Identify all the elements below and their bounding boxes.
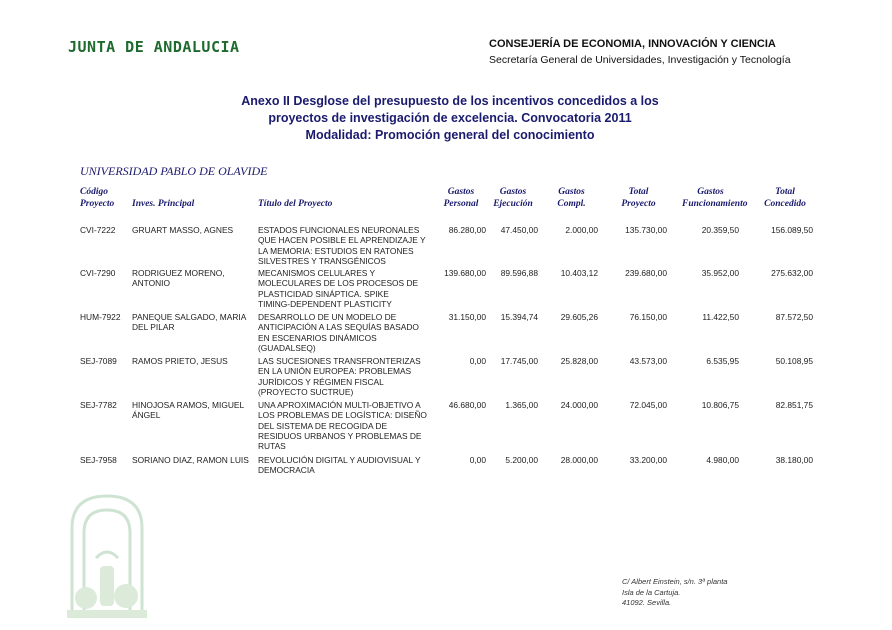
- footer-address-line-1: C/ Albert Einstein, s/n. 3ª planta: [622, 577, 728, 586]
- cell-ejecucion: 17.745,00: [500, 356, 538, 366]
- cell-personal: 0,00: [469, 455, 486, 465]
- header-codigo-line-1: Código: [80, 187, 108, 197]
- cell-codigo: SEJ-7782: [80, 400, 117, 410]
- cell-titulo: DESARROLLO DE UN MODELO DE: [258, 312, 397, 322]
- cell-titulo: LOS PROBLEMAS DE LOGÍSTICA: DISEÑO: [258, 410, 427, 421]
- header-funcionamiento-line-2: Funcionamiento: [682, 199, 748, 209]
- cell-codigo: HUM-7922: [80, 312, 121, 322]
- cell-total-proyecto: 33.200,00: [629, 455, 667, 465]
- cell-ejecucion: 15.394,74: [500, 312, 538, 322]
- cell-personal: 86.280,00: [448, 225, 486, 235]
- cell-codigo: CVI-7290: [80, 268, 116, 278]
- header-invest-line-1: Inves. Principal: [132, 199, 195, 209]
- document-title-line-2: proyectos de investigación de excelencia. Convocatoria 2011: [268, 111, 632, 125]
- header-funcionamiento-line-1: Gastos: [697, 187, 724, 197]
- subdepartment-name: Secretaría General de Universidades, Investigación y Tecnología: [489, 54, 791, 66]
- header-total-concedido-line-2: Concedido: [764, 199, 806, 209]
- cell-total-proyecto: 43.573,00: [629, 356, 667, 366]
- cell-compl: 24.000,00: [560, 400, 598, 410]
- cell-titulo: LA MEMORIA: ESTUDIOS EN RATONES: [258, 245, 414, 256]
- cell-invest: ANTONIO: [132, 278, 171, 289]
- cell-funcionamiento: 20.359,50: [701, 225, 739, 235]
- footer-address-line-3: 41092. Sevilla.: [622, 598, 672, 607]
- cell-funcionamiento: 10.806,75: [701, 400, 739, 410]
- cell-codigo: CVI-7222: [80, 225, 116, 235]
- cell-total-concedido: 87.572,50: [775, 312, 813, 322]
- cell-compl: 2.000,00: [565, 225, 598, 235]
- cell-ejecucion: 1.365,00: [505, 400, 538, 410]
- header-total-proyecto-line-1: Total: [628, 187, 649, 197]
- cell-codigo: SEJ-7089: [80, 356, 117, 366]
- cell-total-proyecto: 135.730,00: [625, 225, 667, 235]
- cell-titulo: DEMOCRACIA: [258, 465, 315, 476]
- cell-ejecucion: 47.450,00: [500, 225, 538, 235]
- cell-titulo: ANTICIPACIÓN A LAS SEQUÍAS BASADO: [258, 322, 419, 333]
- cell-titulo: (GUADALSEQ): [258, 342, 316, 353]
- header-ejecucion-line-1: Gastos: [499, 187, 527, 197]
- cell-total-proyecto: 72.045,00: [629, 400, 667, 410]
- cell-total-concedido: 50.108,95: [775, 356, 813, 366]
- cell-invest: PANEQUE SALGADO, MARIA: [132, 312, 247, 322]
- cell-titulo: JURÍDICOS Y RÉGIMEN FISCAL: [258, 376, 384, 387]
- cell-ejecucion: 5.200,00: [505, 455, 538, 465]
- header-personal-line-2: Personal: [443, 199, 479, 209]
- cell-total-proyecto: 239.680,00: [625, 268, 667, 278]
- cell-funcionamiento: 4.980,00: [706, 455, 739, 465]
- andalucia-emblem-icon: [62, 488, 152, 623]
- footer-address-line-2: Isla de la Cartuja.: [622, 588, 681, 597]
- header-codigo-line-2: Proyecto: [80, 199, 115, 209]
- header-compl-line-1: Gastos: [558, 187, 585, 197]
- header-total-concedido-line-1: Total: [775, 187, 795, 197]
- cell-ejecucion: 89.596,88: [500, 268, 538, 278]
- cell-invest: ÁNGEL: [132, 410, 161, 421]
- cell-invest: DEL PILAR: [132, 322, 175, 333]
- cell-titulo: (PROYECTO SUCTRUE): [258, 386, 354, 397]
- cell-titulo: REVOLUCIÓN DIGITAL Y AUDIOVISUAL Y: [258, 455, 421, 465]
- cell-funcionamiento: 6.535,95: [706, 356, 739, 366]
- university-name: UNIVERSIDAD PABLO DE OLAVIDE: [80, 164, 268, 178]
- header-ejecucion-line-2: Ejecución: [493, 199, 533, 209]
- header-total-proyecto-line-2: Proyecto: [621, 199, 656, 209]
- cell-titulo: ESTADOS FUNCIONALES NEURONALES: [258, 225, 420, 235]
- document-title-line-3: Modalidad: Promoción general del conocimiento: [305, 128, 595, 142]
- cell-titulo: EN LA UNIÓN EUROPEA: PROBLEMAS: [258, 366, 412, 377]
- cell-titulo: MOLECULARES DE LOS PROCESOS DE: [258, 278, 419, 289]
- cell-compl: 29.605,26: [560, 312, 598, 322]
- cell-titulo: LAS SUCESIONES TRANSFRONTERIZAS: [258, 356, 421, 366]
- cell-invest: GRUART MASSO, AGNES: [132, 225, 234, 235]
- cell-funcionamiento: 35.952,00: [701, 268, 739, 278]
- cell-compl: 25.828,00: [560, 356, 598, 366]
- cell-total-concedido: 82.851,75: [775, 400, 813, 410]
- cell-titulo: RESIDUOS URBANOS Y PROBLEMAS DE: [258, 430, 422, 441]
- cell-personal: 46.680,00: [448, 400, 486, 410]
- cell-invest: RODRIGUEZ MORENO,: [132, 268, 225, 278]
- cell-titulo: SILVESTRES Y TRANSGÉNICOS: [258, 255, 386, 266]
- cell-titulo: MECANISMOS CELULARES Y: [258, 268, 376, 278]
- cell-titulo: QUE HACEN POSIBLE EL APRENDIZAJE Y: [258, 235, 426, 246]
- cell-codigo: SEJ-7958: [80, 455, 117, 465]
- cell-titulo: UNA APROXIMACIÓN MULTI-OBJETIVO A: [258, 400, 421, 410]
- document-title-line-1: Anexo II Desglose del presupuesto de los incentivos concedidos a los: [241, 94, 659, 108]
- cell-personal: 139.680,00: [444, 268, 486, 278]
- header-compl-line-2: Compl.: [557, 199, 586, 209]
- cell-titulo: DEL SISTEMA DE RECOGIDA DE: [258, 420, 388, 431]
- cell-titulo: PLASTICIDAD SINÁPTICA. SPIKE: [258, 288, 389, 299]
- cell-invest: RAMOS PRIETO, JESUS: [132, 356, 228, 366]
- cell-compl: 28.000,00: [560, 455, 598, 465]
- cell-personal: 31.150,00: [448, 312, 486, 322]
- department-name: CONSEJERÍA DE ECONOMIA, INNOVACIÓN Y CIENCIA: [489, 38, 776, 50]
- logo-text: JUNTA DE ANDALUCIA: [68, 38, 240, 56]
- cell-total-concedido: 156.089,50: [771, 225, 813, 235]
- cell-compl: 10.403,12: [560, 268, 598, 278]
- cell-invest: HINOJOSA RAMOS, MIGUEL: [132, 400, 245, 410]
- cell-funcionamiento: 11.422,50: [702, 312, 739, 322]
- cell-total-proyecto: 76.150,00: [629, 312, 667, 322]
- cell-titulo: EN ESCENARIOS DINÁMICOS: [258, 332, 377, 343]
- cell-invest: SORIANO DIAZ, RAMON LUIS: [132, 455, 249, 465]
- header-titulo-line-1: Título del Proyecto: [258, 199, 333, 209]
- cell-total-concedido: 275.632,00: [771, 268, 813, 278]
- cell-total-concedido: 38.180,00: [775, 455, 813, 465]
- cell-personal: 0,00: [469, 356, 486, 366]
- header-personal-line-1: Gastos: [447, 187, 475, 197]
- cell-titulo: RUTAS: [258, 441, 286, 452]
- cell-titulo: TIMING-DEPENDENT PLASTICITY: [258, 298, 392, 309]
